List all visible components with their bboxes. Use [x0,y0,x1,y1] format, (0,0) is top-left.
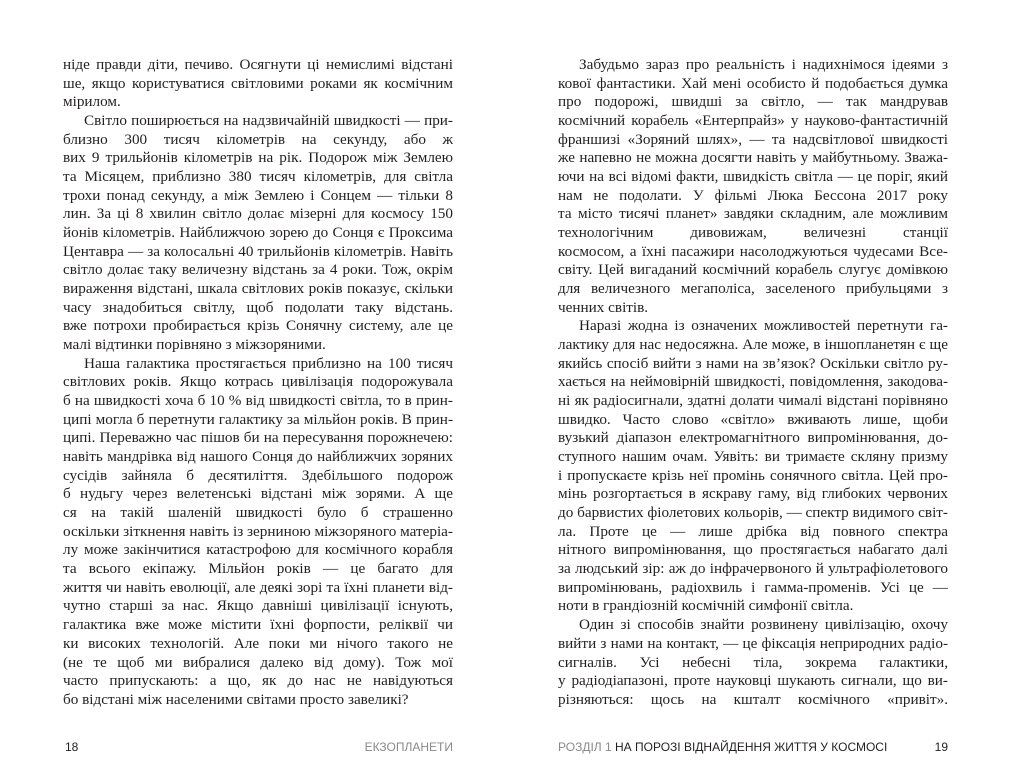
text-line: ки високих технологій. Але поки ми нічого такого не [63,634,453,652]
right-page-number: 19 [934,740,948,754]
text-line: близно 300 тисяч кілометрів на секунду, або ж [63,130,453,148]
chapter-title: НА ПОРОЗІ ВІДНАЙДЕННЯ ЖИТТЯ У КОСМОСІ [615,740,888,754]
text-line: вийти з нами на контакт, — це фіксація неприродних радіо- [558,634,948,652]
running-head-chapter [558,740,887,754]
text-line: світлових років. Якщо котрась цивілізація подорожувала [63,373,453,391]
text-line: мінь розгортається в яскраву гаму, від глибоких червоних [558,485,948,503]
text-line: ципі могла б перетнути галактику за мільйон років. В прин- [63,410,453,428]
text-line: нам не подолати. У фільмі Люка Бессона 2017 року [558,186,948,204]
text-line: часу знадобиться світлу, щоб подолати таку відстань. [63,298,453,316]
text-line: космосом, а їхні пасажири насолоджуються чудесами Все- [558,242,948,260]
text-line: йонів кілометрів. Найближчою зорею до Сонця є Проксима [63,224,453,242]
text-line: та місто тисячі планет» завдяки складним, але можливим [558,205,948,223]
text-line: хається на неймовірній швидкості, повідомлення, закодова- [558,373,948,391]
text-line: франшизі «Зоряний шлях», — та надсвітлової швидкості [558,130,948,148]
text-line: мірилом. [63,93,121,111]
text-line: чутно старші за нас. Якщо давніші цивілізації існують, [63,597,453,615]
text-line: життя чи навіть еволюції, але деякі зорі та їхні планети від- [63,578,453,596]
text-line: ципі. Переважно час пішов би на пересування порожнечею: [63,429,453,447]
text-line: та Місяцем, приблизно 380 тисяч кілометрів, для світла [63,168,453,186]
left-page-number: 18 [65,740,79,754]
text-line: ні як радіосигнали, здатні долати чималі відстані порівняно [558,392,948,410]
paragraph [63,112,453,355]
text-line: б нудьгу через велетенські відстані між зорями. А ще [63,485,453,503]
paragraph [558,317,948,616]
text-line: світу. Цей вигаданий космічний корабель слугує домівкою [558,261,948,279]
text-line: якийсь спосіб вийти з нами на зв’язок? Оскільки світло ру- [558,354,948,372]
paragraph [558,56,948,317]
text-line: світло долає таку величезну відстань за 4 роки. Тож, окрім [63,261,453,279]
text-line: у радіодіапазоні, проте науковці шукають сигнали, що ви- [558,672,948,690]
text-line: ступного нашим очам. Уявіть: ви тримаєте скляну призму [558,448,948,466]
text-line: оскільки зіткнення навіть із зерниною міжзоряного матеріа- [63,522,453,540]
text-line: Світло поширюється на надзвичайній швидкості — при- [84,112,453,130]
text-line: нітного випромінювання, що простягається набагато далі [558,541,948,559]
text-line: лу може закінчитися катастрофою для космічного корабля [63,541,453,559]
text-line: ніде правди діти, печиво. Осягнути ці немислимі відстані [63,56,453,73]
text-line: навіть мандрівка від нашого Сонця до найближчих зоряних [63,448,453,466]
text-line: за людський зір: аж до інфрачервоного й ультрафіолетового [558,560,948,578]
text-line: Один зі способів знайти розвинену цивілізацію, охочу [579,616,948,634]
left-page-body [63,56,453,710]
text-line: бо відстані між населеними світами просто завеликі? [63,690,409,708]
text-line: вже потрохи пробирається крізь Сонячну систему, але це [63,317,453,335]
text-line: космічний корабель «Ентерпрайз» у науково-фантастичній [558,112,948,130]
text-line: Забудьмо зараз про реальність і надихнімося ідеями з [579,56,948,73]
text-line: ся на такій шаленій швидкості було б страшенно [63,504,453,522]
paragraph [63,355,453,710]
running-head-book-title: ЕКЗОПЛАНЕТИ [364,740,453,754]
text-line: та всього екіпажу. Мільйон років — це багато для [63,560,453,578]
text-line: малі відтинки порівняно з міжзоряними. [63,336,326,354]
text-line: для величезного мегаполіса, заселеного прибульцями з [558,280,948,298]
text-line: Наразі жодна із означених можливостей перетнути га- [579,317,948,335]
text-line: б на швидкості хоча б 10 % від швидкості світла, то в прин- [63,392,453,410]
text-line: сусідів зайняла б десятиліття. Здебільшого подорож [63,466,453,484]
text-line: різняються: щось на кшталт космічного «привіт». [558,690,948,708]
text-line: ше, якщо користуватися світловими роками як космічним [63,74,453,92]
text-line: технологічним дивовижам, величезні станції [558,224,948,242]
text-line: лин. За ці 8 хвилин світло долає мізерні для космосу 150 [63,205,453,223]
text-line: вих 9 трильйонів кілометрів на рік. Подорож між Землею [63,149,453,167]
text-line: Наша галактика простягається приблизно на 100 тисяч [84,354,453,372]
text-line: галактика вже може містити їхні форпости, реліквії чи [63,616,453,634]
text-line: ючи на всі відомі факти, швидкість світла — це поріг, який [558,168,948,186]
chapter-label: РОЗДІЛ 1 [558,740,612,754]
text-line: Центавра — за колосальні 40 трильйонів кілометрів. Навіть [63,242,453,260]
text-line: же напевно не можна досягти навіть у майбутньому. Зважа- [558,149,948,167]
text-line: вузький діапазон електромагнітного випромінювання, до- [558,429,948,447]
text-line: до барвистих фіолетових кольорів, — спектр видимого світ- [558,504,948,522]
text-line: (не те щоб ми вибралися далеко від дому). Тож мої [63,653,453,671]
paragraph [63,56,453,112]
right-page-body [558,56,948,710]
text-line: випромінювань, радіохвиль і гамма-променів. Усі це — [558,578,948,596]
text-line: і пропускаєте крізь неї промінь сонячного світла. Цей про- [558,466,948,484]
text-line: ла. Проте це — лише дрібка від повного спектра [558,522,948,540]
text-line: трохи понад секунду, а між Землею і Сонцем — тільки 8 [63,186,453,204]
text-line: ченних світів. [558,298,649,316]
text-line: сигналів. Усі небесні тіла, зокрема галактики, [558,653,948,671]
paragraph [558,616,948,709]
text-line: вираження відстані, шкала світлових років показує, скільки [63,280,453,298]
text-line: швидко. Часто слово «світло» вживають лише, щоби [558,410,948,428]
text-line: кової фантастики. Хай мені особисто й подобається думка [558,74,948,92]
text-line: лактику для нас недосяжна. Але може, в іншопланетян є ще [558,336,948,354]
text-line: часто припускають: а що, як до нас не навідуються [63,672,453,690]
text-line: про подорожі, швидші за світло, — так мандрував [558,93,948,111]
text-line: ноти в грандіозній космічній симфонії світла. [558,597,854,615]
